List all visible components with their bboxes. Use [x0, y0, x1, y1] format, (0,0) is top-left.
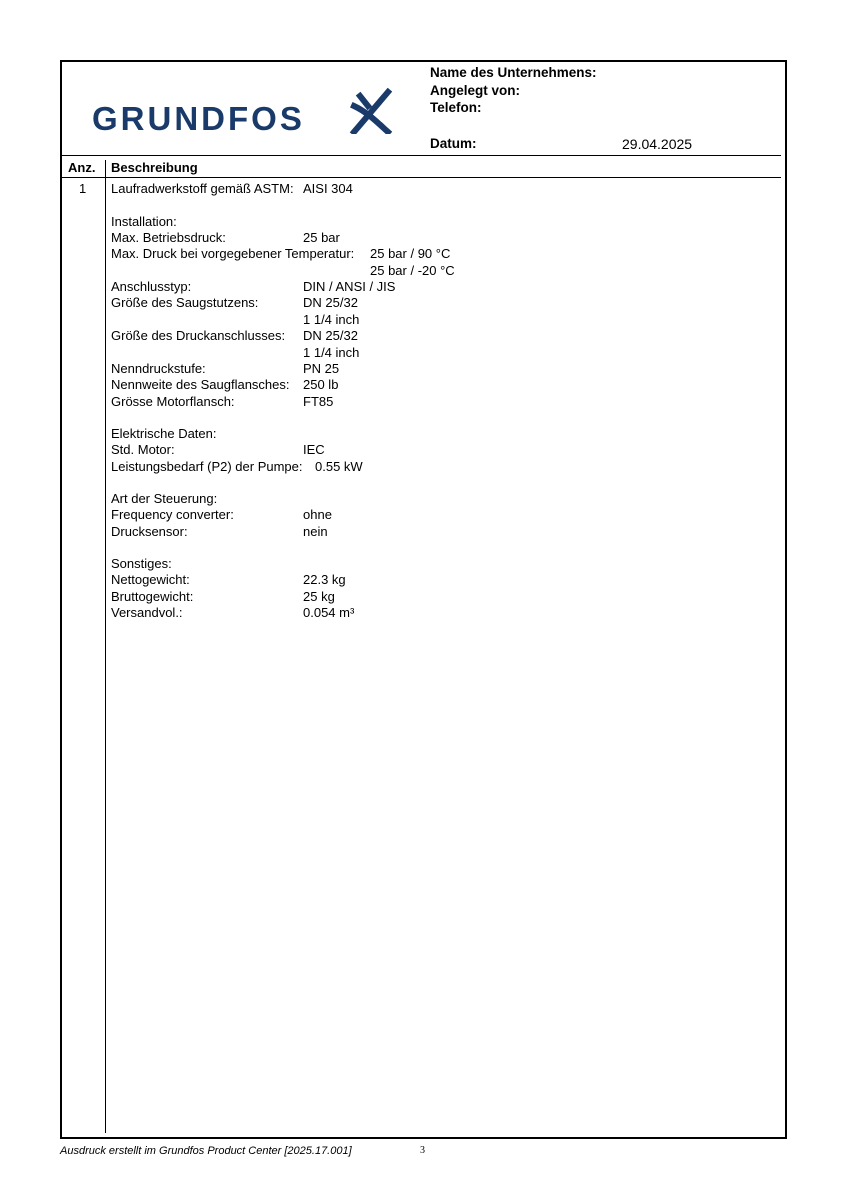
spec-value: FT85 [303, 394, 334, 409]
spec-label: Nettogewicht: [111, 572, 190, 587]
phone-label: Telefon: [430, 100, 482, 115]
column-header-quantity: Anz. [68, 160, 96, 175]
logo-wordmark: GRUNDFOS [92, 100, 305, 134]
spec-value: DN 25/32 [303, 295, 358, 310]
spec-label: Max. Betriebsdruck: [111, 230, 226, 245]
spec-value: 250 lb [303, 377, 339, 392]
spec-label: Laufradwerkstoff gemäß ASTM: [111, 181, 294, 196]
header-divider [60, 155, 781, 156]
table-header-divider [60, 177, 781, 178]
spec-label: Größe des Druckanschlusses: [111, 328, 286, 343]
spec-label: Drucksensor: [111, 524, 188, 539]
company-name-label: Name des Unternehmens: [430, 65, 597, 80]
spec-label: Anschlusstyp: [111, 279, 192, 294]
spec-label: Max. Druck bei vorgegebener Temperatur: [111, 246, 355, 261]
spec-value: ohne [303, 507, 332, 522]
spec-value-secondary: 25 bar / -20 °C [370, 263, 455, 278]
spec-label: Versandvol.: [111, 605, 183, 620]
spec-label: Grösse Motorflansch: [111, 394, 235, 409]
spec-label: Leistungsbedarf (P2) der Pumpe: [111, 459, 303, 474]
spec-value: 22.3 kg [303, 572, 346, 587]
column-header-description: Beschreibung [111, 160, 198, 175]
column-divider [105, 160, 106, 1133]
spec-value-secondary: 1 1/4 inch [303, 345, 360, 360]
spec-value: DN 25/32 [303, 328, 358, 343]
section-heading: Installation: [111, 214, 177, 229]
spec-value: 25 kg [303, 589, 335, 604]
spec-value: AISI 304 [303, 181, 353, 196]
page-number: 3 [420, 1145, 425, 1156]
spec-value: 25 bar / 90 °C [370, 246, 451, 261]
grundfos-x-icon [354, 92, 388, 132]
row-quantity: 1 [79, 181, 87, 196]
footer-text: Ausdruck erstellt im Grundfos Product Center [2025.17.001] [60, 1145, 352, 1157]
spec-label: Größe des Saugstutzens: [111, 295, 259, 310]
section-heading: Art der Steuerung: [111, 491, 218, 506]
section-heading: Elektrische Daten: [111, 426, 217, 441]
section-heading: Sonstiges: [111, 556, 172, 571]
spec-value: 0.054 m³ [303, 605, 355, 620]
spec-value: PN 25 [303, 361, 340, 376]
spec-value: IEC [303, 442, 325, 457]
spec-value: DIN / ANSI / JIS [303, 279, 396, 294]
spec-value-secondary: 1 1/4 inch [303, 312, 360, 327]
spec-label: Frequency converter: [111, 507, 234, 522]
created-by-label: Angelegt von: [430, 83, 520, 98]
spec-label: Nennweite des Saugflansches: [111, 377, 290, 392]
spec-value: 25 bar [303, 230, 340, 245]
date-label: Datum: [430, 136, 477, 151]
date-value: 29.04.2025 [622, 136, 693, 152]
grundfos-logo [92, 86, 402, 134]
spec-value: nein [303, 524, 328, 539]
spec-label: Std. Motor: [111, 442, 175, 457]
spec-label: Bruttogewicht: [111, 589, 194, 604]
spec-value: 0.55 kW [315, 459, 363, 474]
spec-label: Nenndruckstufe: [111, 361, 206, 376]
